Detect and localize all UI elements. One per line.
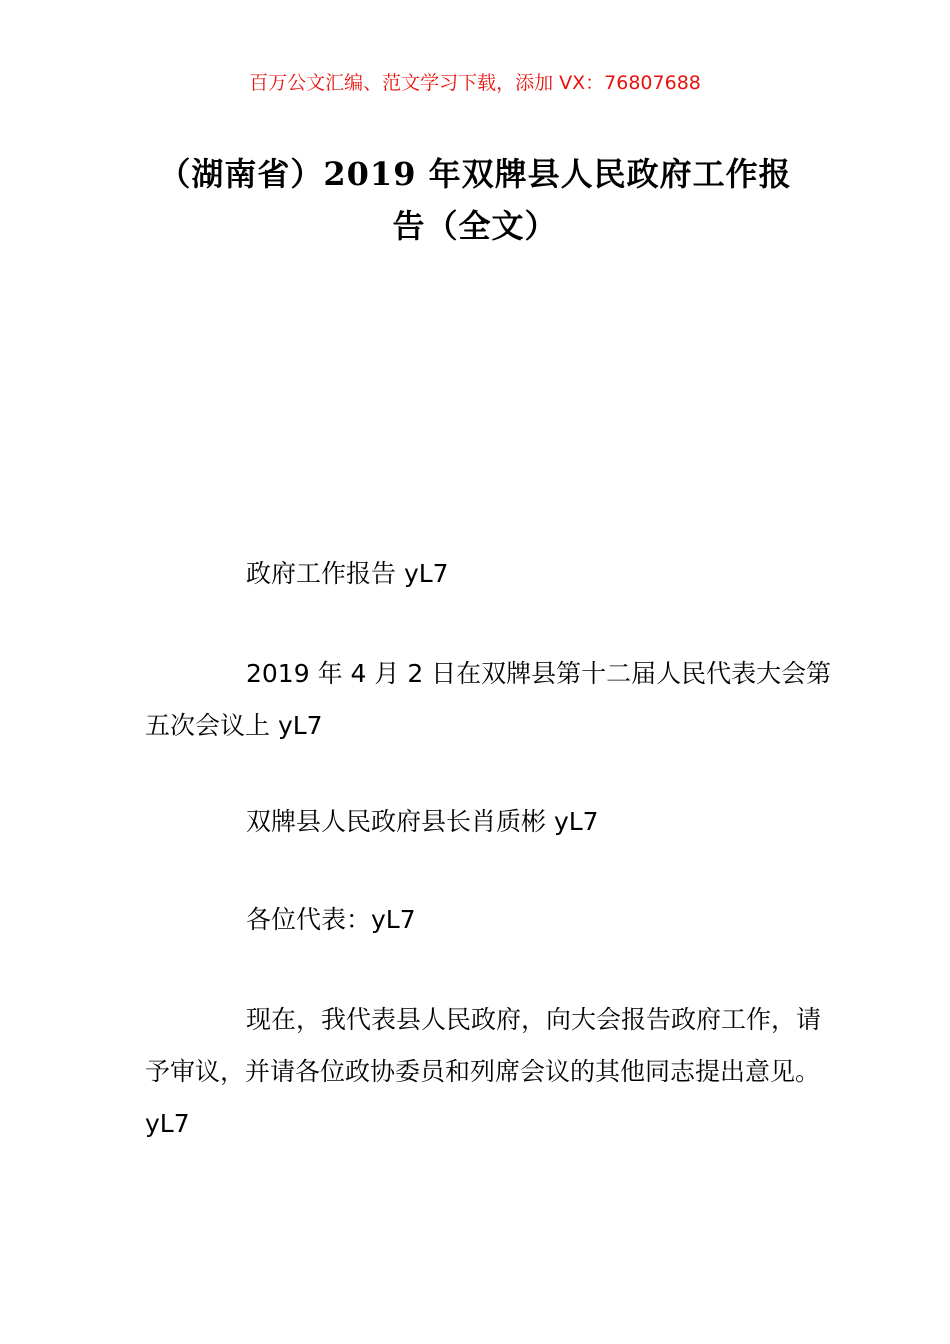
- paragraph-meeting-info: 2019 年 4 月 2 日在双牌县第十二届人民代表大会第五次会议上 yL7: [145, 659, 832, 740]
- paragraph-report-heading: 政府工作报告 yL7: [246, 559, 449, 588]
- paragraph-salutation: 各位代表：yL7: [246, 905, 416, 934]
- paragraph-speaker: 双牌县人民政府县长肖质彬 yL7: [246, 807, 599, 836]
- header-watermark-note: 百万公文汇编、范文学习下载，添加 VX：76807688: [249, 72, 701, 94]
- document-title: （湖南省）2019 年双牌县人民政府工作报告（全文）: [158, 155, 792, 245]
- paragraph-opening: 现在，我代表县人民政府，向大会报告政府工作，请予审议，并请各位政协委员和列席会议的其他同志提出意见。yL7: [145, 1005, 822, 1138]
